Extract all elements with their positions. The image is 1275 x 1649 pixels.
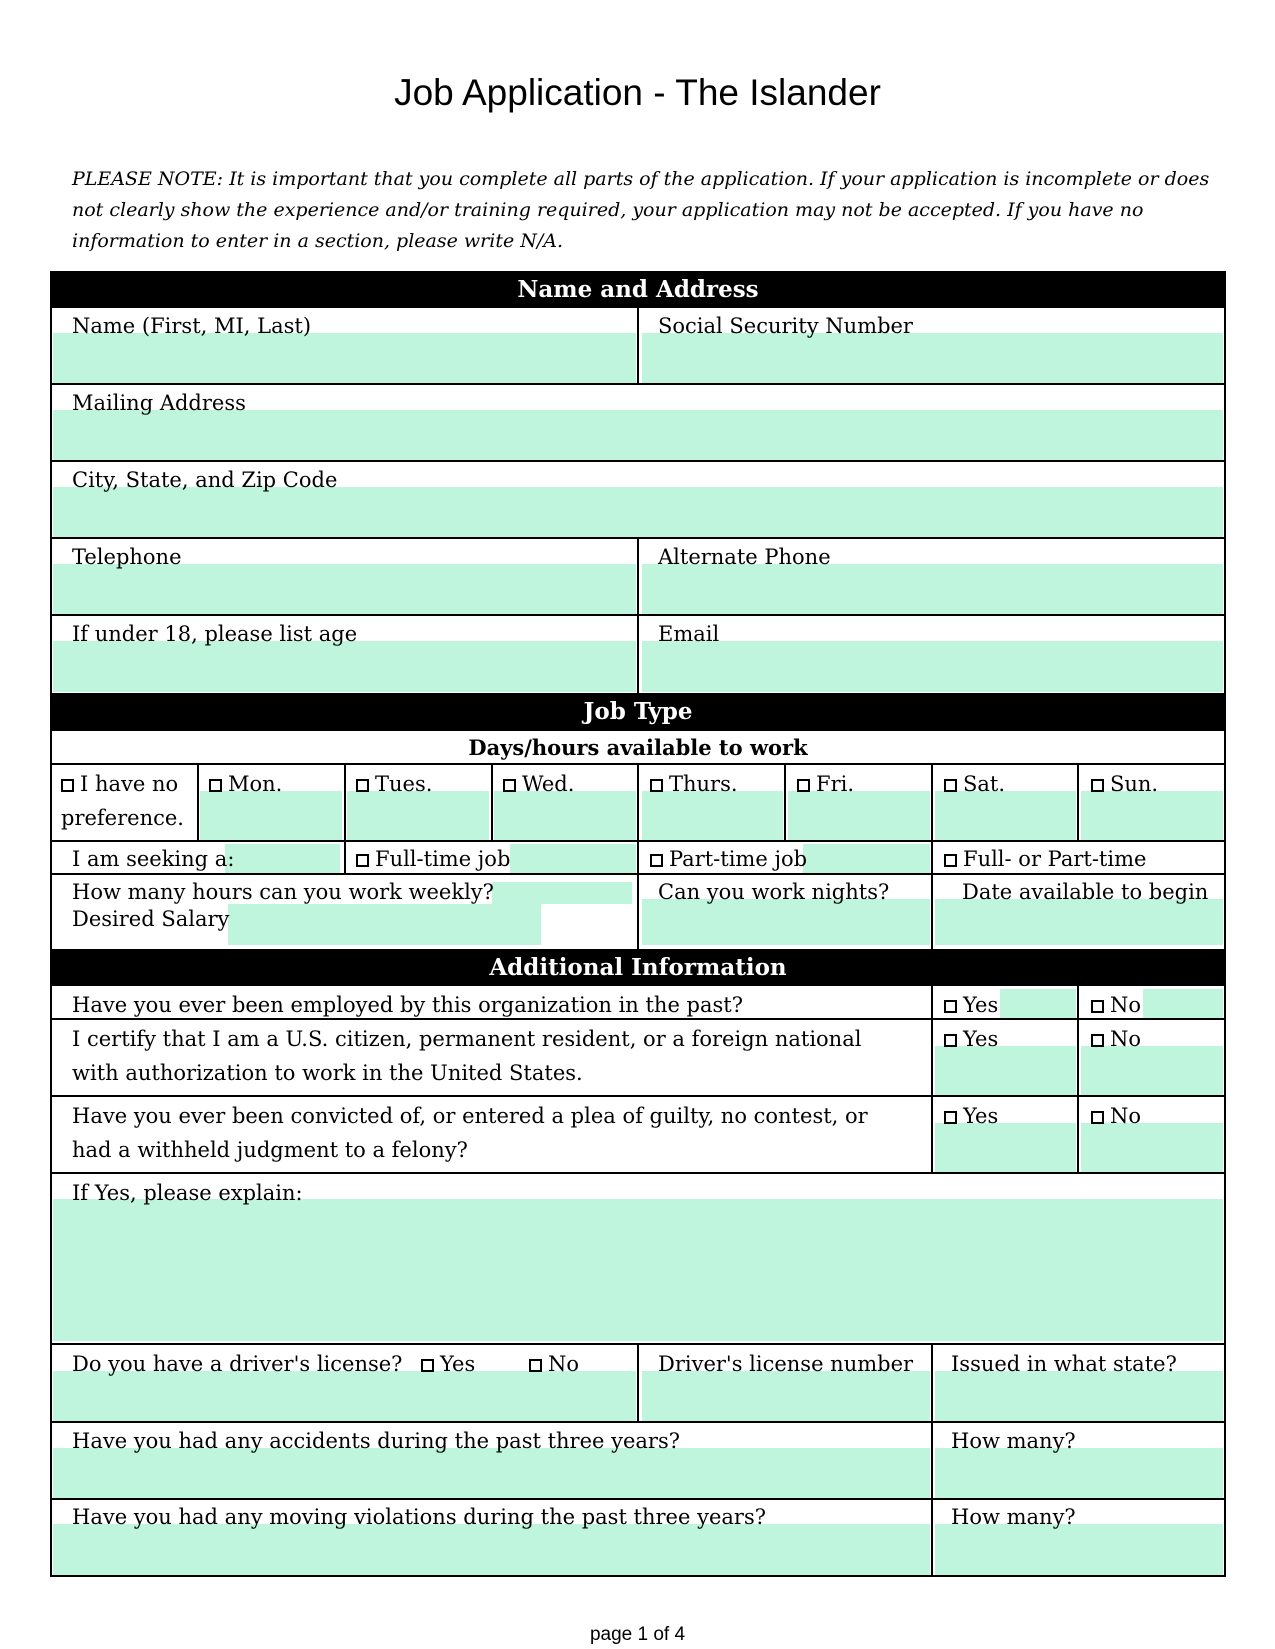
age-input[interactable]: [53, 641, 636, 692]
table-rule: [50, 271, 52, 1577]
license-no-option[interactable]: No: [529, 1351, 579, 1377]
weekly-hours-input[interactable]: [492, 882, 632, 904]
table-rule: [344, 763, 346, 875]
explain-input[interactable]: [53, 1199, 1223, 1341]
wed-hours-input[interactable]: [494, 791, 636, 840]
mailing-address-label: Mailing Address: [72, 391, 246, 415]
telephone-label: Telephone: [72, 545, 182, 569]
issued-state-label: Issued in what state?: [951, 1352, 1177, 1376]
desired-salary-input[interactable]: [228, 904, 541, 945]
fri-hours-input[interactable]: [788, 791, 930, 840]
full-or-part-time-option[interactable]: Full- or Part-time: [944, 846, 1146, 872]
violations-count-input[interactable]: [935, 1524, 1223, 1575]
work-nights-input[interactable]: [642, 899, 930, 945]
ssn-label: Social Security Number: [658, 314, 913, 338]
table-rule: [491, 763, 493, 842]
convicted-yes-input[interactable]: [935, 1123, 1076, 1172]
table-rule: [637, 306, 639, 385]
table-rule: [931, 763, 933, 949]
date-available-input[interactable]: [935, 899, 1223, 945]
work-nights-label: Can you work nights?: [658, 880, 890, 904]
table-rule: [1077, 763, 1079, 842]
violations-input[interactable]: [53, 1524, 930, 1575]
employed-yes-option[interactable]: Yes: [944, 992, 998, 1018]
table-rule: [637, 763, 639, 949]
email-label: Email: [658, 622, 720, 646]
desired-salary-label: Desired Salary: [72, 907, 230, 931]
checkbox-icon[interactable]: [209, 779, 222, 792]
accidents-input[interactable]: [53, 1448, 930, 1498]
table-rule: [637, 537, 639, 693]
table-rule: [197, 763, 199, 842]
seeking-input[interactable]: [225, 844, 340, 873]
section-header-name-address: Name and Address: [50, 271, 1226, 308]
city-state-zip-input[interactable]: [53, 487, 1223, 538]
day-tues[interactable]: Tues.: [356, 771, 432, 797]
employed-no-input[interactable]: [1143, 989, 1223, 1018]
alternate-phone-label: Alternate Phone: [658, 545, 831, 569]
employed-yes-input[interactable]: [1000, 989, 1076, 1018]
convicted-no-input[interactable]: [1081, 1123, 1223, 1172]
convicted-yes-option[interactable]: Yes: [944, 1103, 998, 1129]
alternate-phone-input[interactable]: [642, 564, 1223, 615]
ssn-input[interactable]: [642, 333, 1223, 383]
thurs-hours-input[interactable]: [642, 791, 783, 840]
certify-yes-option[interactable]: Yes: [944, 1026, 998, 1052]
license-yes-option[interactable]: Yes: [421, 1351, 475, 1377]
license-number-label: Driver's license number: [658, 1352, 914, 1376]
full-time-option[interactable]: Full-time job: [356, 846, 510, 872]
day-sun[interactable]: Sun.: [1091, 771, 1158, 797]
violations-count-label: How many?: [951, 1505, 1076, 1529]
days-available-header: Days/hours available to work: [468, 735, 808, 760]
accidents-count-input[interactable]: [935, 1448, 1223, 1498]
sat-hours-input[interactable]: [935, 791, 1076, 840]
accidents-count-label: How many?: [951, 1429, 1076, 1453]
table-rule: [50, 729, 1226, 731]
checkbox-icon[interactable]: [356, 854, 369, 867]
checkbox-icon[interactable]: [421, 1359, 434, 1372]
table-rule: [50, 1498, 1226, 1500]
checkbox-icon[interactable]: [944, 854, 957, 867]
day-sat[interactable]: Sat.: [944, 771, 1005, 797]
employed-no-option[interactable]: No: [1091, 992, 1141, 1018]
checkbox-icon[interactable]: [61, 779, 74, 792]
checkbox-icon[interactable]: [944, 1000, 957, 1013]
table-rule: [931, 1343, 933, 1577]
weekly-hours-label: How many hours can you work weekly?: [72, 880, 494, 904]
checkbox-icon[interactable]: [944, 779, 957, 792]
checkbox-icon[interactable]: [529, 1359, 542, 1372]
day-thurs[interactable]: Thurs.: [650, 771, 738, 797]
accidents-question: Have you had any accidents during the past three years?: [72, 1429, 681, 1453]
convicted-question: Have you ever been convicted of, or entered a plea of guilty, no contest, or had a withheld judgment to a felony?: [72, 1104, 868, 1162]
section-header-job-type: Job Type: [50, 693, 1226, 730]
certify-no-option[interactable]: No: [1091, 1026, 1141, 1052]
issued-state-input[interactable]: [935, 1371, 1223, 1421]
table-rule: [50, 1018, 1226, 1020]
no-preference-option[interactable]: I have no: [61, 771, 178, 797]
table-rule: [50, 1172, 1226, 1174]
checkbox-icon[interactable]: [1091, 779, 1104, 792]
checkbox-icon[interactable]: [1091, 1000, 1104, 1013]
employed-question: Have you ever been employed by this organization in the past?: [72, 993, 743, 1017]
checkbox-icon[interactable]: [503, 779, 516, 792]
city-state-zip-label: City, State, and Zip Code: [72, 468, 338, 492]
explain-label: If Yes, please explain:: [72, 1181, 303, 1205]
table-rule: [50, 984, 1226, 986]
no-preference-label: preference.: [61, 806, 184, 830]
date-available-label: Date available to begin: [962, 880, 1209, 904]
violations-question: Have you had any moving violations during the past three years?: [72, 1505, 766, 1529]
age-label: If under 18, please list age: [72, 622, 358, 646]
email-input[interactable]: [642, 641, 1223, 692]
license-input[interactable]: [53, 1371, 636, 1421]
checkbox-icon[interactable]: [1091, 1111, 1104, 1124]
day-mon[interactable]: Mon.: [209, 771, 282, 797]
certify-yes-input[interactable]: [935, 1046, 1076, 1095]
certify-question: I certify that I am a U.S. citizen, permanent resident, or a foreign national with authorization to work in the United States.: [72, 1027, 862, 1085]
table-rule: [50, 1575, 1226, 1577]
name-label: Name (First, MI, Last): [72, 314, 312, 338]
instructions-note: PLEASE NOTE: It is important that you complete all parts of the application. If your application is incomplete or does not clearly show the experience and/or training required, your application may not be accepted. If you have no information to enter in a section, please write N/A.: [72, 168, 1210, 252]
table-rule: [1077, 984, 1079, 1174]
full-time-input[interactable]: [510, 844, 636, 873]
table-rule: [637, 1343, 639, 1423]
checkbox-icon[interactable]: [944, 1034, 957, 1047]
checkbox-icon[interactable]: [1091, 1034, 1104, 1047]
sun-hours-input[interactable]: [1081, 791, 1223, 840]
part-time-option[interactable]: Part-time job: [650, 846, 807, 872]
part-time-input[interactable]: [803, 844, 930, 873]
telephone-input[interactable]: [53, 564, 636, 615]
day-wed[interactable]: Wed.: [503, 771, 574, 797]
license-number-input[interactable]: [642, 1371, 930, 1421]
checkbox-icon[interactable]: [650, 854, 663, 867]
section-header-additional-info: Additional Information: [50, 949, 1226, 986]
mon-hours-input[interactable]: [200, 791, 342, 840]
table-rule: [1224, 271, 1226, 1577]
table-rule: [784, 763, 786, 842]
checkbox-icon[interactable]: [650, 779, 663, 792]
checkbox-icon[interactable]: [944, 1111, 957, 1124]
checkbox-icon[interactable]: [356, 779, 369, 792]
page-number: page 1 of 4: [589, 1624, 686, 1645]
table-rule: [50, 1095, 1226, 1097]
license-question: Do you have a driver's license?: [72, 1352, 403, 1376]
table-rule: [931, 984, 933, 1174]
certify-no-input[interactable]: [1081, 1046, 1223, 1095]
seeking-label: I am seeking a:: [72, 847, 235, 871]
page-title: Job Application - The Islander: [394, 72, 881, 113]
day-fri[interactable]: Fri.: [797, 771, 854, 797]
mailing-address-input[interactable]: [53, 410, 1223, 461]
table-rule: [50, 460, 1226, 462]
name-input[interactable]: [53, 333, 636, 383]
convicted-no-option[interactable]: No: [1091, 1103, 1141, 1129]
tues-hours-input[interactable]: [347, 791, 489, 840]
checkbox-icon[interactable]: [797, 779, 810, 792]
